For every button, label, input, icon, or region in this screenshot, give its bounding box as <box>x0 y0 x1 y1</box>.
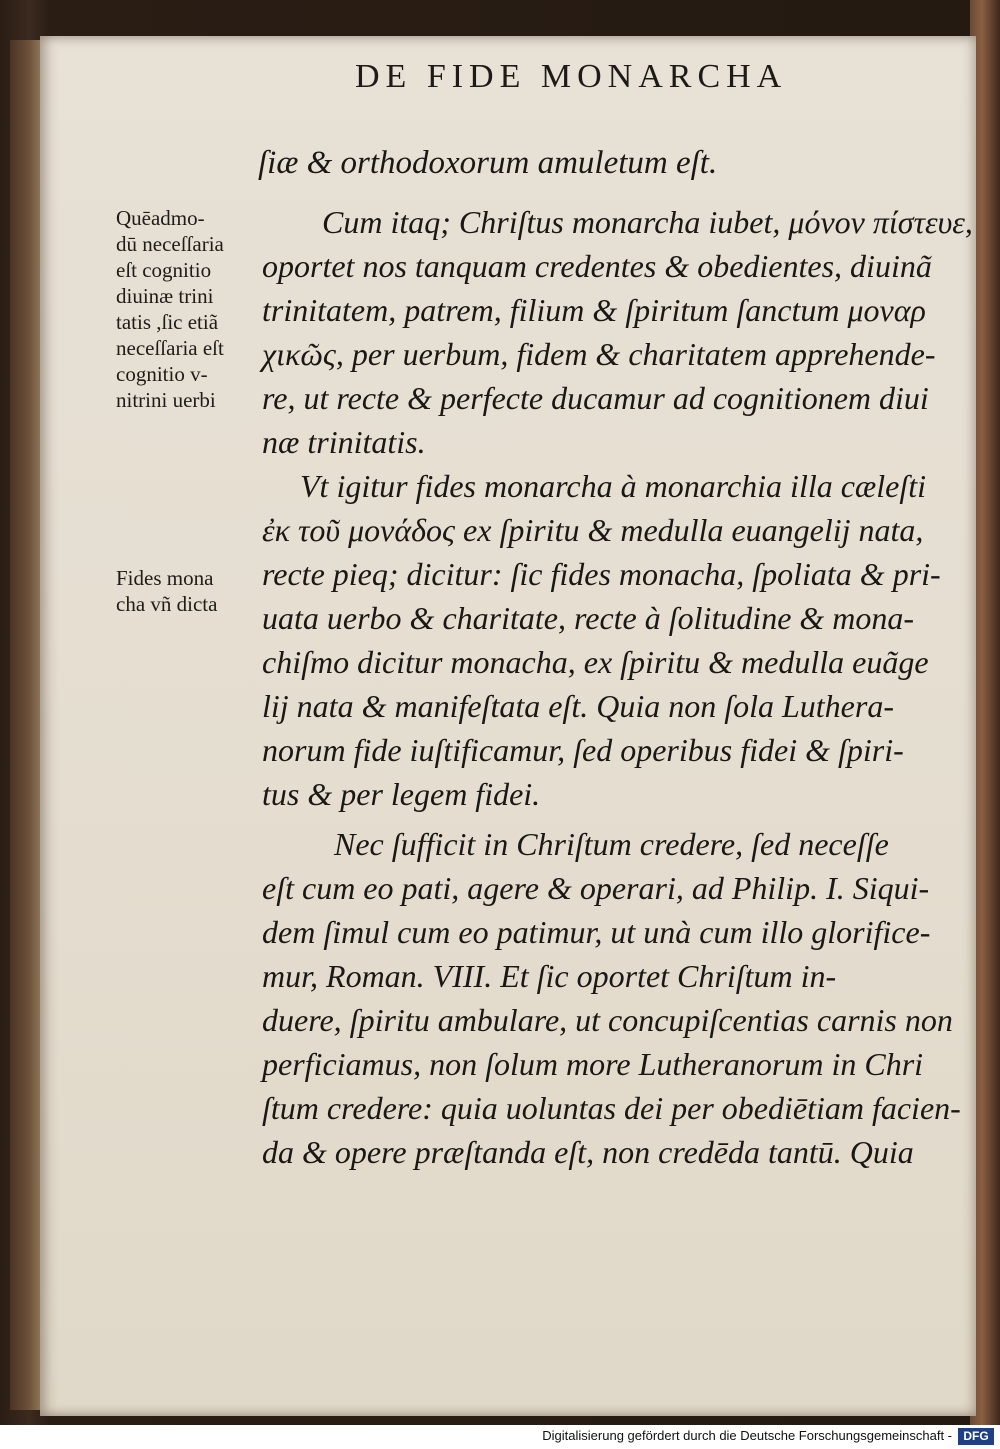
first-line-block <box>258 141 717 185</box>
text-line: Cum itaq; Chriſtus monarcha iubet, μόνον πίστευε, <box>322 204 973 240</box>
paragraph-2 <box>262 464 941 816</box>
text-line: duere, ſpiritu ambulare, ut concupiſcentias carnis non <box>262 1002 953 1038</box>
margin-note-line: Fides mona <box>116 566 214 590</box>
text-line: tus & per legem fidei. <box>262 776 541 812</box>
text-line: χικῶς, per uerbum, fidem & charitatem apprehende- <box>262 336 936 372</box>
margin-note-cognitio <box>116 205 224 413</box>
text-line: recte pieq; dicitur: ſic fides monacha, ſpoliata & pri- <box>262 556 941 592</box>
paragraph-3 <box>262 822 961 1174</box>
margin-note-line: eſt cognitio <box>116 258 212 282</box>
text-line: næ trinitatis. <box>262 424 426 460</box>
text-line: dem ſimul cum eo patimur, ut unà cum illo glorifice- <box>262 914 931 950</box>
text-line: mur, Roman. VIII. Et ſic oportet Chriſtum in- <box>262 958 837 994</box>
text-line: da & opere præſtanda eſt, non credēda tantū. Quia <box>262 1134 914 1170</box>
running-head: DE FIDE MONARCHA <box>355 58 788 95</box>
text-line: chiſmo dicitur monacha, ex ſpiritu & medulla euãge <box>262 644 929 680</box>
margin-note-fides-monacha <box>116 565 217 617</box>
margin-note-line: tatis ,ſic etiã <box>116 310 219 334</box>
text-line: eſt cum eo pati, agere & operari, ad Philip. I. Siqui- <box>262 870 930 906</box>
text-line: Vt igitur fides monarcha à monarchia illa cæleſti <box>300 468 927 504</box>
margin-note-line: nitrini uerbi <box>116 388 216 412</box>
dfg-logo: DFG <box>958 1428 994 1445</box>
text-line: ſiæ & orthodoxorum amuletum eſt. <box>258 145 718 181</box>
text-line: ἐκ τοῦ μονάδος ex ſpiritu & medulla euangelij nata, <box>262 512 924 548</box>
margin-note-line: cognitio v- <box>116 362 208 386</box>
text-line: Nec ſufficit in Chriſtum credere, ſed neceſſe <box>334 826 889 862</box>
margin-note-line: neceſſaria eſt <box>116 336 224 360</box>
text-line: uata uerbo & charitate, recte à ſolitudine & mona- <box>262 600 915 636</box>
text-line: lij nata & manifeſtata eſt. Quia non ſola Luthera- <box>262 688 894 724</box>
paragraph-1 <box>262 200 973 464</box>
footer-credit: Digitalisierung gefördert durch die Deutsche Forschungsgemeinschaft - <box>542 1428 952 1443</box>
text-line: oportet nos tanquam credentes & obedientes, diuinã <box>262 248 932 284</box>
margin-note-line: cha vñ dicta <box>116 592 218 616</box>
text-line: ſtum credere: quia uoluntas dei per obediētiam facien- <box>262 1090 961 1126</box>
text-line: perficiamus, non ſolum more Lutheranorum in Chri <box>262 1046 924 1082</box>
text-line: trinitatem, patrem, filium & ſpiritum ſanctum μοναρ <box>262 292 926 328</box>
text-line: norum fide iuſtificamur, ſed operibus fidei & ſpiri- <box>262 732 904 768</box>
text-line: re, ut recte & perfecte ducamur ad cognitionem diui <box>262 380 929 416</box>
margin-note-line: Quēadmo- <box>116 206 205 230</box>
page-gutter-left <box>10 40 40 1410</box>
margin-note-line: diuinæ trini <box>116 284 214 308</box>
footer-bar <box>0 1425 1000 1449</box>
margin-note-line: dū neceſſaria <box>116 232 224 256</box>
